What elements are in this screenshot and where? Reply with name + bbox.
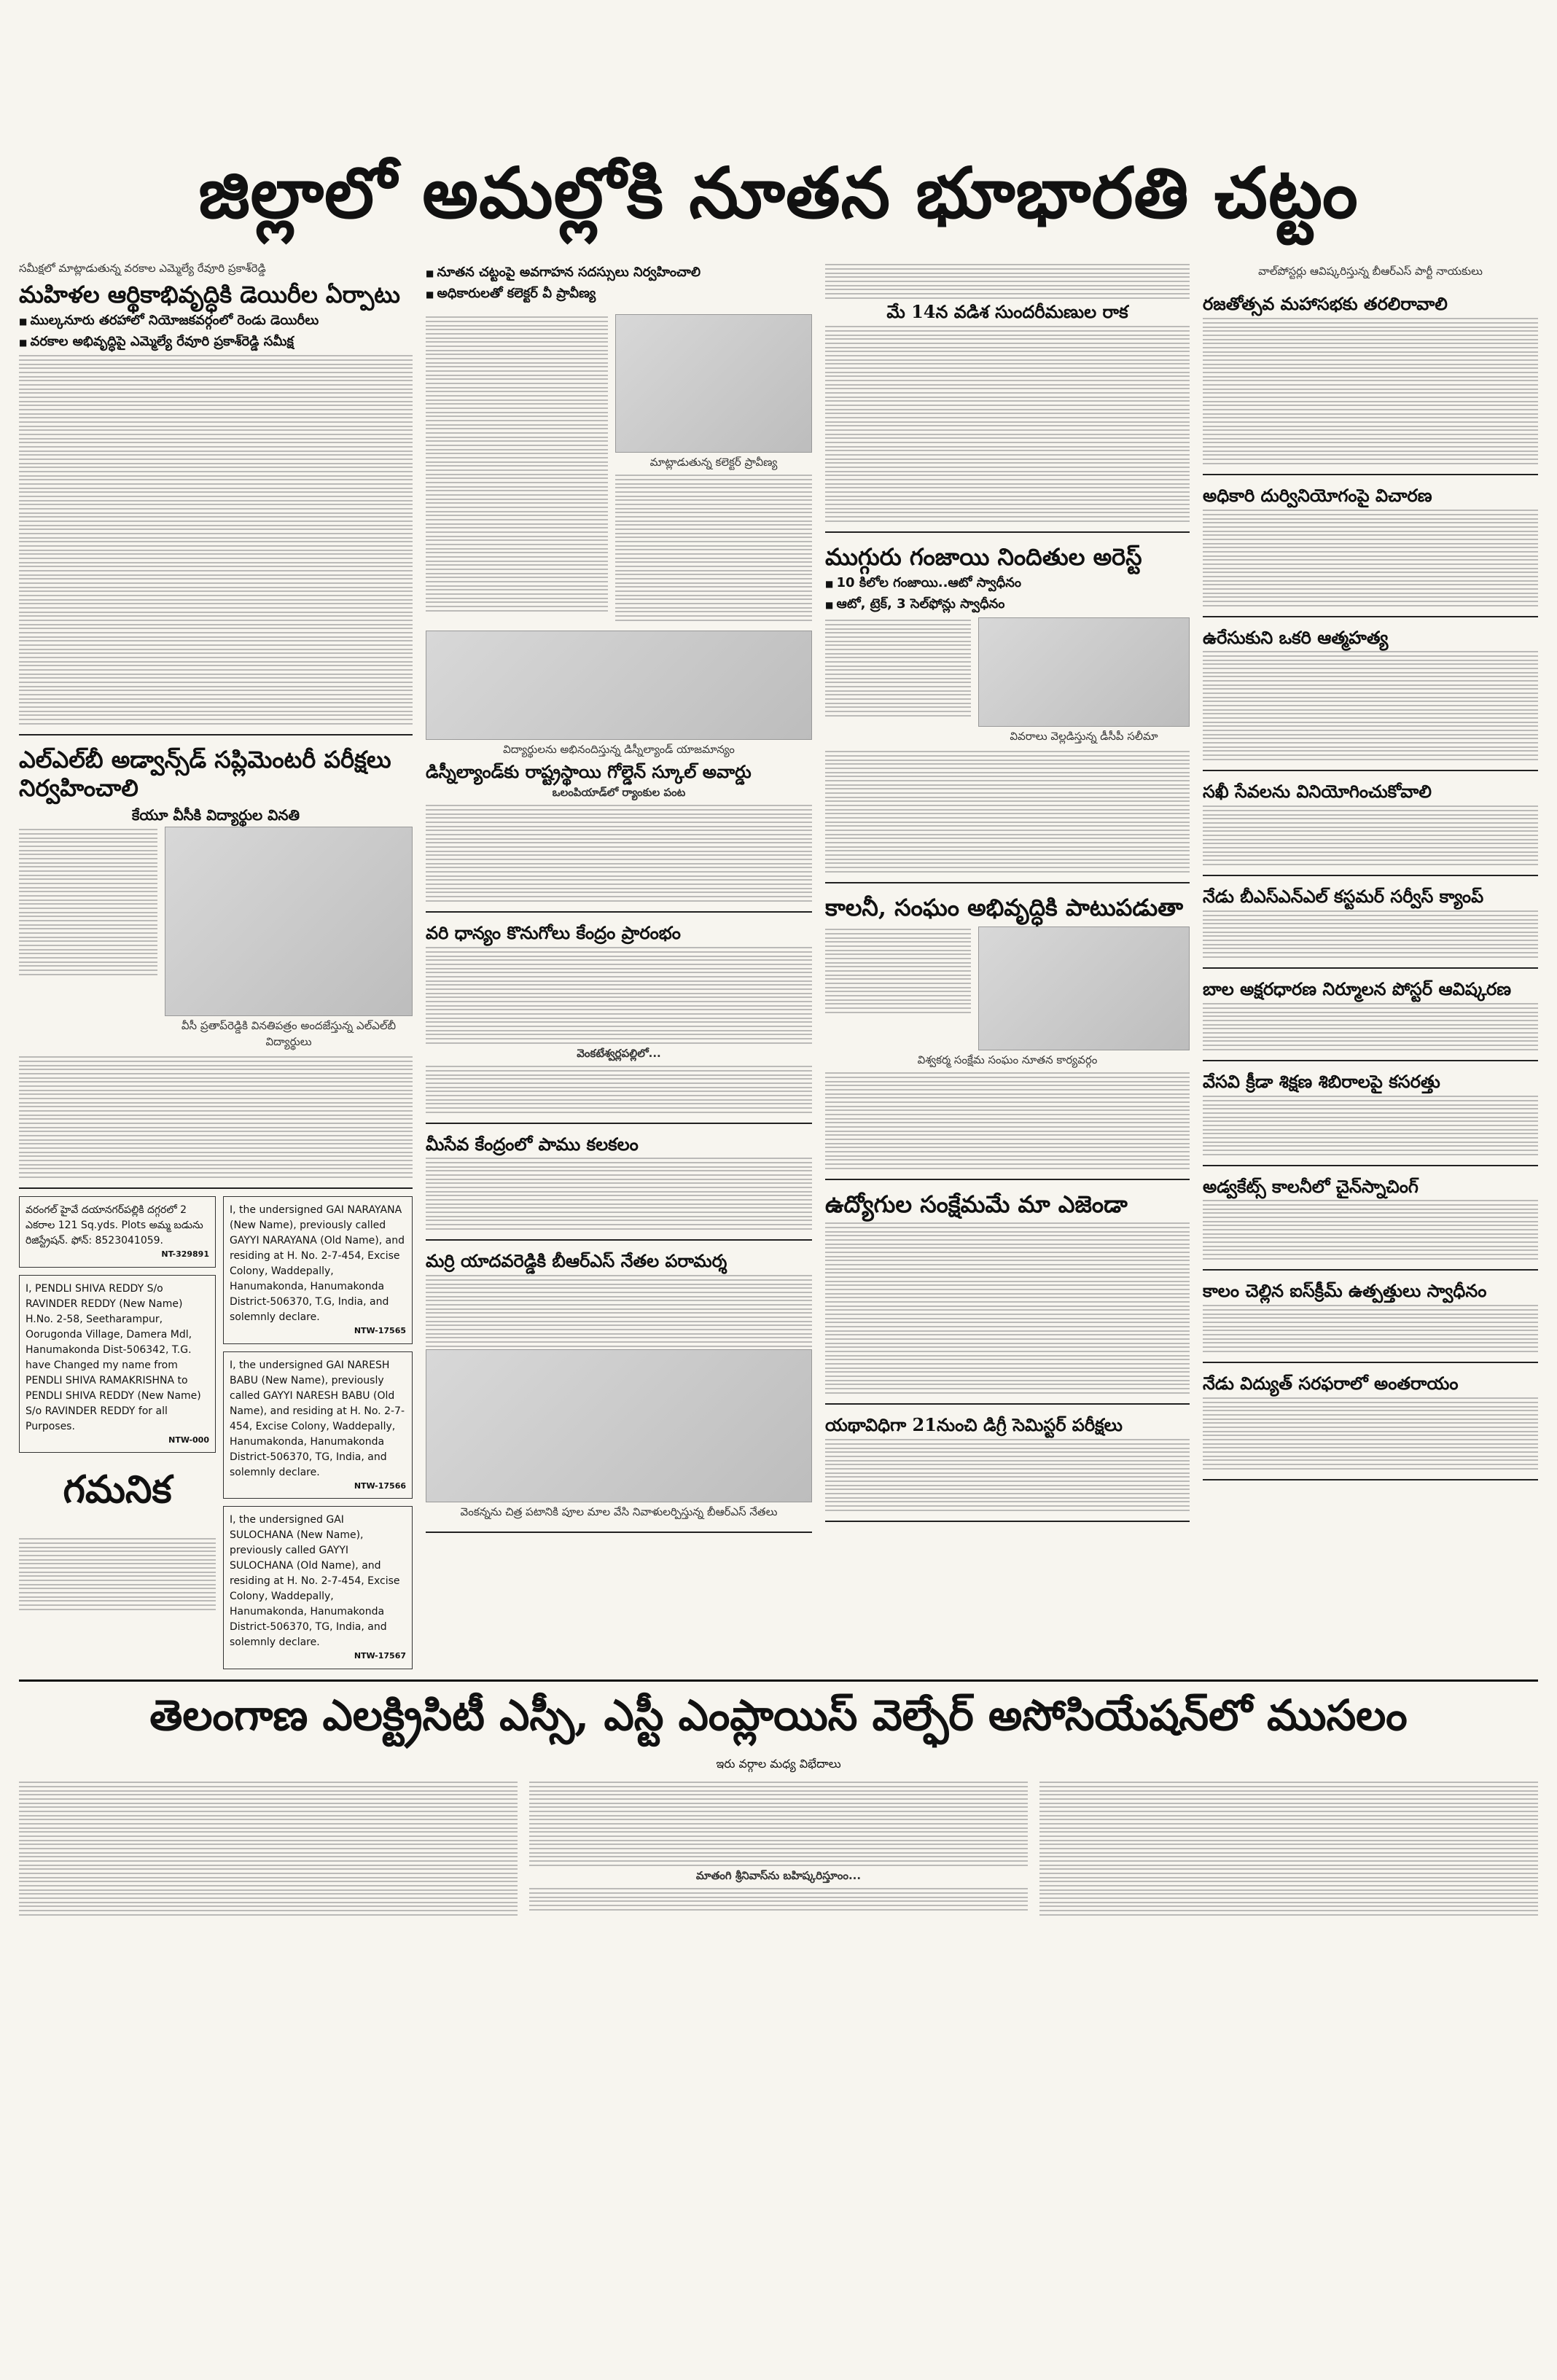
llb-subtitle: కేయూ వీసీకి విద్యార్థుల వినతి	[131, 806, 300, 824]
classified-code: NT-329891	[161, 1249, 209, 1260]
power-story	[1203, 1370, 1538, 1480]
colony-title: కాలనీ, సంఘం అభివృద్ధికి పాటుపడుతా	[825, 894, 1184, 922]
poster-story	[1203, 976, 1538, 1061]
arrest-title: ముగ్గురు గంజాయి నిందితుల అరెస్ట్	[825, 542, 1142, 571]
llb-photo	[165, 827, 413, 1016]
article-text	[426, 1275, 812, 1347]
colony-story	[825, 891, 1190, 1179]
chain-title: అడ్వకేట్స్ కాలనీలో చైన్‌స్నాచింగ్	[1203, 1175, 1419, 1197]
snake-story	[426, 1131, 812, 1241]
arrest-caption: వివరాలు వెల్లడిస్తున్న డీసీపీ సలీమా	[1010, 730, 1158, 744]
pageant-title: మే 14న వడిశ సుందరీమణుల రాక	[886, 301, 1128, 322]
arrest-story	[825, 540, 1190, 883]
chain-story	[1203, 1174, 1538, 1271]
dairy-kicker: సమీక్షలో మాట్లాడుతున్న వరకాల ఎమ్మెల్యే రేవూరి ప్రకాశ్‌రెడ్డి	[19, 262, 266, 275]
article-text	[825, 617, 971, 749]
classified-ad	[19, 1196, 216, 1268]
arrest-photo	[978, 617, 1190, 727]
article-text	[1039, 1779, 1538, 1918]
article-text	[19, 1536, 216, 1612]
grain-story	[426, 920, 812, 1124]
article-text	[825, 264, 1190, 299]
article-text	[825, 751, 1190, 873]
article-text	[19, 1779, 518, 1918]
condolence-story	[426, 1248, 812, 1533]
article-text	[1203, 1096, 1538, 1155]
llb-story	[19, 743, 413, 1189]
collector-photo	[615, 314, 812, 453]
center-right-column	[825, 262, 1190, 1669]
arrest-bullet: ■ ఆటో, ట్రెక్, 3 సెల్‌ఫోన్లు స్వాధీనం	[825, 596, 1190, 614]
left-column	[19, 262, 413, 1669]
disneyland-title: డిస్నీల్యాండ్‌కు రాష్ట్రస్థాయి గోల్డెన్ స్కూల్ అవార్డు	[426, 761, 752, 782]
poster-title: బాల అక్షరధారణ నిర్మూలన పోస్టర్ ఆవిష్కరణ	[1203, 978, 1512, 999]
bottom-headline: తెలంగాణ ఎలక్ట్రిసిటీ ఎస్సీ, ఎస్టీ ఎంప్లాయిస్ వెల్ఫేర్ అసోసియేషన్‌లో ముసలం	[19, 1679, 1538, 1751]
article-text	[426, 1066, 812, 1113]
notice-text: I, the undersigned GAI NARESH BABU (New Name), previously called GAYYI NARESH BABU (Old Name), and residing at H. No. 2-7-454, Excise Colony, Waddepally, Hanumakonda, Hanumakonda District-506370, TG, India, and solemnly declare.	[230, 1359, 405, 1478]
article-text	[19, 827, 157, 1054]
dairy-bullet: ■ వరకాల అభివృద్ధిపై ఎమ్మెల్యే రేవూరి ప్రకాశ్‌రెడ్డి సమీక్ష	[19, 334, 413, 352]
bhubharathi-bullet: ■ అధికారులతో కలెక్టర్ వీ ప్రావీణ్య	[426, 286, 812, 304]
condolence-title: మర్రి యాదవరెడ్డికి బీఆర్ఎస్ నేతల పరామర్శ	[426, 1250, 727, 1272]
power-title: నేడు విద్యుత్ సరఫరాలో అంతరాయం	[1203, 1373, 1459, 1394]
article-text	[1203, 1305, 1538, 1352]
disneyland-caption: విద్యార్థులను అభినందిస్తున్న డిస్నీల్యాండ్ యాజమాన్యం	[503, 743, 735, 756]
icecream-title: కాలం చెల్లిన ఐస్‌క్రీమ్ ఉత్పత్తులు స్వాధీనం	[1203, 1280, 1487, 1302]
notice-code: NTW-17567	[354, 1651, 406, 1661]
name-change-notice	[19, 1275, 216, 1454]
venkateshwara-label: వెంకటేశ్వర్లపల్లిలో...	[577, 1046, 661, 1060]
article-text	[1203, 318, 1538, 464]
name-change-notice	[223, 1506, 413, 1669]
notice-text: I, PENDLI SHIVA REDDY S/o RAVINDER REDDY (New Name) H.No. 2-58, Seetharampur, Oorugonda Village, Damera Mdl, Hanumakonda Dist-506342, T.G. have Changed my name from PENDLI SHIVA RAMAKRISHNA to PENDLI SHIVA REDDY (New Name) S/o RAVINDER REDDY for all Purposes.	[26, 1282, 201, 1432]
article-text	[19, 1056, 413, 1178]
right-kicker: వాల్‌పోస్టర్లు ఆవిష్కరిస్తున్న బీఆర్ఎస్ పార్టీ నాయకులు	[1258, 265, 1483, 278]
summer-story	[1203, 1069, 1538, 1166]
degree-story	[825, 1412, 1190, 1522]
notice-code: NTW-17566	[354, 1480, 406, 1491]
sakhi-title: సఖీ సేవలను వినియోగించుకోవాలి	[1203, 781, 1432, 803]
colony-photo	[978, 926, 1190, 1050]
article-text	[1203, 1003, 1538, 1050]
article-text	[1203, 651, 1538, 760]
disneyland-subtitle: ఒలంపియాడ్‌లో ర్యాంకుల పంట	[552, 785, 686, 799]
center-column	[426, 262, 812, 1669]
grain-title: వరి ధాన్యం కొనుగోలు కేంద్రం ప్రారంభం	[426, 921, 681, 943]
notice-text: I, the undersigned GAI SULOCHANA (New Name), previously called GAYYI SULOCHANA (Old Name), and residing at H. No. 2-7-454, Excise Colony, Waddepally, Hanumakonda, Hanumakonda District-506370, TG, India, and solemnly declare.	[230, 1514, 400, 1649]
article-text	[426, 1158, 812, 1230]
probe-story	[1203, 483, 1538, 617]
bottom-story	[19, 1679, 1538, 1918]
bottom-subtitle: ఇరు వర్గాల మధ్య విభేదాలు	[716, 1756, 841, 1771]
pageant-story	[825, 262, 1190, 533]
dairy-bullets	[19, 313, 413, 352]
rajatotsava-title: రజతోత్సవ మహాసభకు తరలిరావాలి	[1203, 293, 1448, 314]
bsnl-story	[1203, 883, 1538, 969]
article-text	[825, 326, 1190, 522]
condolence-caption: వెంకన్నను చిత్ర పటానికి పూల మాల వేసి నివాళులర్పిస్తున్న బీఆర్ఎస్ నేతలు	[460, 1505, 778, 1519]
sakhi-story	[1203, 779, 1538, 876]
bhubharathi-bullets	[426, 262, 812, 307]
notice-text: I, the undersigned GAI NARAYANA (New Name), previously called GAYYI NARAYANA (Old Name), and residing at H. No. 2-7-454, Excise Colony, Waddepally, Hanumakonda, Hanumakonda District-506370, T.G, India, and solemnly declare.	[230, 1204, 405, 1324]
disneyland-story	[426, 631, 812, 913]
collector-caption: మాట్లాడుతున్న కలెక్టర్ ప్రావీణ్య	[649, 456, 778, 469]
article-text	[615, 475, 812, 621]
llb-caption: వీసీ ప్రతాప్‌రెడ్డికి వినతిపత్రం అందజేస్తున్న ఎల్ఎల్‌బీ విద్యార్థులు	[181, 1019, 397, 1049]
suicide-story	[1203, 625, 1538, 772]
condolence-photo	[426, 1349, 812, 1502]
dairy-story	[19, 262, 413, 736]
article-text	[19, 355, 413, 725]
article-text	[825, 1439, 1190, 1511]
classified-text: వరంగల్ హైవే దయానగర్‌పల్లికి దగ్గరలో 2 ఎకరాల 121 Sq.yds. Plots అమ్మ బడును రిజిస్ట్రేషన్. ఫోన్: 8523041059.	[26, 1204, 203, 1247]
suicide-title: ఉరేసుకుని ఒకరి ఆత్మహత్య	[1203, 626, 1389, 648]
article-text	[1203, 1200, 1538, 1260]
main-headline: జిల్లాలో అమల్లోకి నూతన భూభారతి చట్టం	[198, 152, 1359, 234]
article-text	[529, 1779, 1028, 1918]
article-text	[1203, 510, 1538, 606]
arrest-bullet: ■ 10 కిలోల గంజాయి..ఆటో స్వాధీనం	[825, 575, 1190, 593]
article-text	[426, 805, 812, 902]
icecream-story	[1203, 1278, 1538, 1363]
name-change-notice	[223, 1196, 413, 1344]
article-text	[426, 947, 812, 1044]
dairy-title: మహిళల ఆర్థికాభివృద్ధికి డెయిరీల ఏర్పాటు	[19, 281, 400, 308]
employee-story	[825, 1187, 1190, 1405]
article-text	[825, 926, 971, 1050]
article-text	[825, 1222, 1190, 1394]
employee-title: ఉద్యోగుల సంక్షేమమే మా ఎజెండా	[825, 1190, 1128, 1218]
gamanika-title: గమనిక	[63, 1467, 172, 1513]
article-text	[1203, 910, 1538, 958]
article-text	[825, 1072, 1190, 1169]
bsnl-title: నేడు బీఎస్ఎన్ఎల్ కస్టమర్ సర్వీస్ క్యాంప్	[1203, 886, 1484, 908]
probe-title: అధికారి దుర్వినియోగంపై విచారణ	[1203, 484, 1432, 506]
notice-code: NTW-000	[168, 1435, 209, 1445]
dairy-bullet: ■ ముల్కనూరు తరహాలో నియోజకవర్గంలో రెండు డెయిరీలు	[19, 313, 413, 331]
name-change-notice	[223, 1351, 413, 1499]
article-text	[1203, 805, 1538, 865]
summer-title: వేసవి క్రీడా శిక్షణ శిబిరాలపై కసరత్తు	[1203, 1070, 1440, 1092]
notice-code: NTW-17565	[354, 1326, 406, 1336]
arrest-bullets	[825, 575, 1190, 614]
llb-title: ఎల్ఎల్‌బీ అడ్వాన్స్‌డ్ సప్లిమెంటరీ పరీక్షలు నిర్వహించాలి	[19, 746, 391, 802]
article-text	[426, 314, 608, 623]
degree-title: యథావిధిగా 21నుంచి డిగ్రీ సెమిస్టర్ పరీక్షలు	[825, 1413, 1123, 1435]
snake-title: మీసేవ కేంద్రంలో పాము కలకలం	[426, 1133, 639, 1155]
disneyland-photo	[426, 631, 812, 740]
rajatotsava-story	[1203, 291, 1538, 475]
bottom-inner-kicker: మాతంగి శ్రీనివాస్‌ను బహిష్కరిస్తూంం...	[695, 1868, 862, 1882]
article-text	[1203, 1397, 1538, 1470]
right-column	[1203, 262, 1538, 1669]
colony-caption: విశ్వకర్మ సంక్షేమ సంఘం నూతన కార్యవర్గం	[917, 1053, 1098, 1066]
bhubharathi-bullet: ■ నూతన చట్టంపై అవగాహన సదస్సులు నిర్వహించాలి	[426, 265, 812, 283]
